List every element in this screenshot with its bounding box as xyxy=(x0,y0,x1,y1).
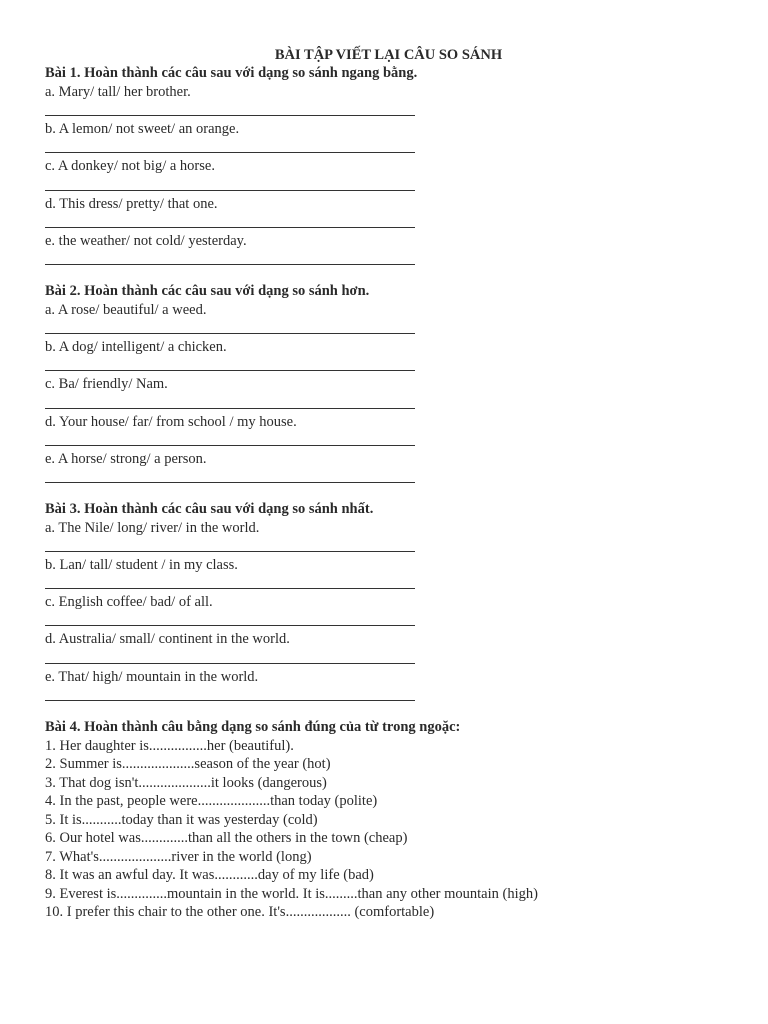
exercise-3-item-b: b. Lan/ tall/ student / in my class. xyxy=(45,557,238,574)
exercise-3-item-c: c. English coffee/ bad/ of all. xyxy=(45,594,213,611)
answer-line xyxy=(45,102,735,121)
answer-line xyxy=(45,176,735,195)
exercise-1-item-c: c. A donkey/ not big/ a horse. xyxy=(45,158,215,175)
exercise-1-item-b: b. A lemon/ not sweet/ an orange. xyxy=(45,121,240,138)
exercise-2-item-c: c. Ba/ friendly/ Nam. xyxy=(45,376,168,393)
answer-line xyxy=(45,468,735,487)
exercise-2-item-e: e. A horse/ strong/ a person. xyxy=(45,450,207,467)
answer-line xyxy=(45,575,735,594)
section-spacer xyxy=(45,487,735,500)
exercise-1-item-e: e. the weather/ not cold/ yesterday. xyxy=(45,232,247,249)
exercise-4-item-7: 7. What's....................river in the world (long) xyxy=(45,848,312,865)
exercise-1-heading: Bài 1. Hoàn thành các câu sau với dạng so sánh ngang bằng. xyxy=(45,65,418,81)
answer-line xyxy=(45,213,735,232)
exercise-2 xyxy=(45,282,735,487)
exercise-1-item-d: d. This dress/ pretty/ that one. xyxy=(45,195,218,212)
answer-line xyxy=(45,612,735,631)
exercise-3 xyxy=(45,500,735,705)
exercise-4 xyxy=(45,718,735,922)
section-spacer xyxy=(45,269,735,282)
answer-line xyxy=(45,357,735,376)
answer-line xyxy=(45,649,735,668)
answer-line xyxy=(45,431,735,450)
exercise-2-item-b: b. A dog/ intelligent/ a chicken. xyxy=(45,339,227,356)
exercise-2-item-a: a. A rose/ beautiful/ a weed. xyxy=(45,301,207,318)
exercise-4-heading: Bài 4. Hoàn thành câu bằng dạng so sánh đúng của từ trong ngoặc: xyxy=(45,718,461,735)
worksheet-title: BÀI TẬP VIẾT LẠI CÂU SO SÁNH xyxy=(274,47,503,63)
exercise-3-item-e: e. That/ high/ mountain in the world. xyxy=(45,668,259,685)
exercise-4-item-3: 3. That dog isn't....................it looks (dangerous) xyxy=(45,774,327,791)
exercise-4-item-5: 5. It is...........today than it was yesterday (cold) xyxy=(45,811,318,828)
exercise-4-item-1: 1. Her daughter is................her (beautiful). xyxy=(45,737,294,754)
answer-line xyxy=(45,686,735,705)
answer-line xyxy=(45,319,735,338)
answer-line xyxy=(45,250,735,269)
worksheet-page xyxy=(45,46,735,922)
exercise-4-item-6: 6. Our hotel was.............than all the others in the town (cheap) xyxy=(45,830,408,847)
answer-line xyxy=(45,394,735,413)
exercise-1-item-a: a. Mary/ tall/ her brother. xyxy=(45,84,191,100)
exercise-3-heading: Bài 3. Hoàn thành các câu sau với dạng so sánh nhất. xyxy=(45,500,374,517)
exercise-3-item-a: a. The Nile/ long/ river/ in the world. xyxy=(45,519,260,536)
answer-line xyxy=(45,139,735,158)
exercise-1 xyxy=(45,64,735,269)
answer-line xyxy=(45,537,735,556)
exercise-2-item-d: d. Your house/ far/ from school / my house. xyxy=(45,413,297,430)
exercise-4-item-4: 4. In the past, people were....................than today (polite) xyxy=(45,793,378,810)
exercise-3-item-d: d. Australia/ small/ continent in the world. xyxy=(45,631,290,648)
section-spacer xyxy=(45,705,735,718)
exercise-4-item-9: 9. Everest is..............mountain in the world. It is.........than any other mountain (high) xyxy=(45,885,538,902)
exercise-2-heading: Bài 2. Hoàn thành các câu sau với dạng so sánh hơn. xyxy=(45,282,370,299)
exercise-4-item-2: 2. Summer is....................season of the year (hot) xyxy=(45,756,331,773)
exercise-4-item-10: 10. I prefer this chair to the other one. It's.................. (comfortable) xyxy=(45,904,435,921)
exercise-4-item-8: 8. It was an awful day. It was............day of my life (bad) xyxy=(45,867,374,884)
